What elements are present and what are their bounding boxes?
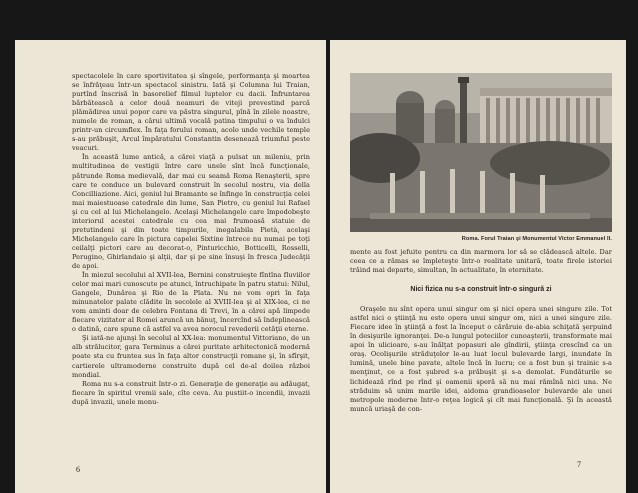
paragraph: spectacolele în care sportivitatea şi sîngele, performanţa şi moartea se înfrăţeau într-un spectacol sinistru. Iată şi Columna lui Traian, purtînd înscrisă în basorelief filmul luptelor cu dacii. Înfruntarea bărbătească a celor două neamuri de viteji prevestind parcă plămădirea unui popor care va păstra singurul, pînă în zilele noastre, numele de roman, a cărui ultimă vocală patina timpului o va îndulci printr-un circumflex. În faţa forului roman, acolo unde vechile temple s-au prăbuşit, Arcul împăratului Constantin desenează triumful peste veacuri. (72, 72, 310, 153)
paragraph: Oraşele nu sînt opera unui singur om şi nici opera unei singure zile. Tot astfel nici o ştiinţă nu este opera unui singur om, nici a unei singure zile. Fiecare idee în ştiinţă a fost la început o cărăruie de-abia schiţată şerpuind în desişurile ignoranţei. De-a lungul poteciilor cunoaşterii, transformate mai apoi în ulicioare, s-au înălţat popasuri ale gîndirii, ştiinţa crescînd ca un oraş. Ocolişurile străduţelor le-au luat locul bulevarde largi, inundate în lumină, unele bine pavate, altele încă în lucru; ce a fost bun şi trainic s-a menţinut, ce a fost şubred s-a prăbuşit şi s-a demolat. Fundăturile se lichidează rînd pe rînd şi oamenii speră să nu mai rămînă nici una. Ne străduim să unim marile idei, aidoma grandioaselor bulevarde ale unei metropole moderne într-o reţea logică şi cît mai funcţională. Şi în această muncă uriaşă de con- (350, 305, 612, 413)
paragraph: În această lume antică, a cărei viaţă a pulsat un mileniu, prin multitudinea de vestigii între care unele sînt încă funcţionale, pătrunde Roma medievală, dar mai cu seamă Roma Renaşterii, spre care te conduce un bulevard construit în secolul nostru, via della Concilliazione. Aici, geniul lui Bramante se înfinge în construcţia celei mai maiestuoase catedrale din lume, San Pietro, cu geniul lui Rafael şi cu cel al lui Michelangelo. Acelaşi Michelangelo care împodobeşte interiorul acestei catedrale cu cea mai frumoasă statuie de pretutindeni şi din toate timpurile, inegalabila Pietà, acelaşi Michelangelo care în pictura capelei Sixtine întrece nu numai pe toţi ceilalţi pictori care au decorat-o, Pinturicchio, Botticelli, Rosselli, Perugino, Ghirlandaio şi alţii, dar şi pe sine însuşi în fresca Judecăţii de apoi. (72, 153, 310, 270)
paragraph: În miezul secolului al XVII-lea, Bernini construieşte fîntîna fluviilor celor mai mari cunoscute pe atunci, întruchipate în patru statui: Nilul, Gangele, Dunărea şi Rio de la Plata. Nu ne vom opri în faţa minunatelor palate clădite în secolele al XVIII-lea şi al XIX-lea, ci ne vom aminti doar de celebra Fontana di Trevi, în a cărei apă limpede fiecare vizitator al Romei aruncă un bănuţ, încercînd să îndeplinească o datină, care spune că astfel va avea norocul revederii cetăţii eterne. (72, 271, 310, 334)
paragraph: Roma nu s-a construit într-o zi. Generaţie de generaţie au adăugat, fiecare în spiritul vremii sale, cîte ceva. Au pustiit-o incendii, invazii după invazii, unele monu- (72, 379, 310, 406)
section-heading: Nici fizica nu s-a construit într-o singură zi (410, 286, 552, 294)
left-page-text (72, 72, 310, 407)
right-page (330, 40, 626, 493)
right-page-text-bottom (350, 305, 612, 414)
left-page (15, 40, 326, 493)
right-page-text-top (350, 248, 612, 275)
page-number: 6 (76, 465, 80, 474)
photo-illustration (350, 73, 612, 232)
page-number: 7 (577, 460, 581, 469)
paragraph: Şi iată-ne ajunşi în secolul al XX-lea: monumentul Vittoriano, de un alb strălucitor, gara Terminus a cărei puritate arhitectonică modernă poate sta cu fruntea sus în faţa altor construcţii romane şi, în sfîrşit, cartierele ultramoderne construite după cel de-al doilea război mondial. (72, 334, 310, 379)
photo-forum-traian (350, 73, 612, 232)
paragraph: mente au fost jefuite pentru ca din marmora lor să se clădească altele. Dar ceea ce a rămas se împleteşte într-o realitate unitară, toate firele istoriei trăind mai departe, simultan, în actualitate, în eternitate. (350, 248, 612, 275)
photo-caption: Roma. Forul Traian şi Monumentul Victor Emmanuel II. (461, 236, 612, 242)
